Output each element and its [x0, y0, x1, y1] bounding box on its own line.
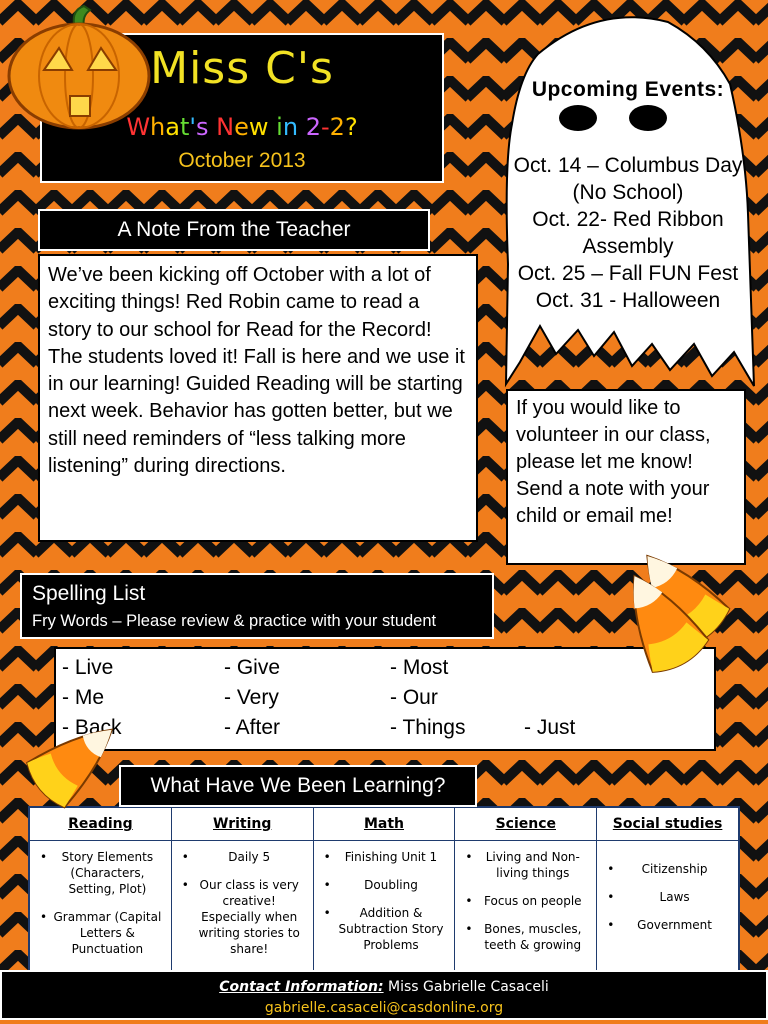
learning-item: • Our class is very creative! Especially when writing stories to share!: [182, 877, 307, 957]
subtitle-letter: w: [248, 113, 269, 141]
spelling-word: - Back: [62, 716, 122, 739]
learning-table: [28, 806, 740, 974]
learning-column-social-studies: [597, 808, 738, 972]
subtitle-letter: N: [216, 113, 235, 141]
spelling-word: - Live: [62, 656, 114, 679]
volunteer-note: If you would like to volunteer in our class, please let me know! Send a note with your child or email me!: [506, 389, 746, 565]
learning-column-math: [314, 808, 456, 972]
column-header: Reading: [30, 808, 171, 841]
learning-item: • Government: [607, 917, 732, 933]
subtitle-letter: ': [189, 113, 197, 141]
events-title: Upcoming Events:: [531, 78, 725, 101]
spelling-word: - Give: [224, 656, 281, 679]
newsletter-date: October 2013: [178, 149, 306, 172]
subtitle-letter: h: [150, 113, 166, 141]
learning-item: • Daily 5: [182, 849, 307, 865]
subtitle-letter: t: [179, 113, 190, 141]
column-header: Science: [455, 808, 596, 841]
learning-item: • Bones, muscles, teeth & growing: [465, 921, 590, 953]
pumpkin-icon: [4, 4, 154, 132]
spelling-header: [20, 573, 494, 639]
learning-column-writing: [172, 808, 314, 972]
column-header: Social studies: [597, 808, 738, 841]
subtitle-letter: [209, 113, 217, 141]
learning-heading: What Have We Been Learning?: [119, 765, 477, 807]
spelling-word: - Me: [62, 686, 104, 709]
learning-item: • Story Elements (Characters, Setting, Plot): [40, 849, 165, 897]
learning-column-science: [455, 808, 597, 972]
column-header: Math: [314, 808, 455, 841]
subtitle-letter: [298, 113, 306, 141]
subtitle-letter: 2: [329, 113, 345, 141]
learning-item: • Doubling: [324, 877, 449, 893]
subtitle-letter: [269, 113, 277, 141]
spelling-word: - Our: [390, 686, 438, 709]
subtitle-letter: i: [276, 113, 283, 141]
subtitle-letter: a: [165, 113, 180, 141]
spelling-title: Spelling List: [32, 582, 146, 605]
candy-corn-icon: [0, 704, 130, 834]
subtitle-letter: e: [234, 113, 249, 141]
contact-label: Contact Information:: [219, 979, 384, 995]
note-heading: A Note From the Teacher: [38, 209, 430, 251]
event-item: Oct. 25 – Fall FUN Fest: [517, 262, 739, 285]
event-item: Oct. 22- Red Ribbon Assembly: [532, 208, 724, 258]
spelling-word: - Just: [524, 716, 576, 739]
learning-item: • Living and Non-living things: [465, 849, 590, 881]
event-item: Oct. 31 - Halloween: [535, 289, 721, 312]
learning-item: • Addition & Subtraction Story Problems: [324, 905, 449, 953]
upcoming-events: [508, 78, 748, 314]
subtitle-letter: W: [126, 113, 151, 141]
subtitle-letter: -: [320, 113, 330, 141]
contact-name: Miss Gabrielle Casaceli: [388, 979, 549, 995]
learning-item: • Citizenship: [607, 861, 732, 877]
learning-item: • Grammar (Capital Letters & Punctuation: [40, 909, 165, 957]
event-item: Oct. 14 – Columbus Day (No School): [513, 154, 743, 204]
spelling-word: - Things: [390, 716, 466, 739]
candy-corn-icon: [608, 538, 768, 678]
subtitle-letter: 2: [305, 113, 321, 141]
subtitle-letter: ?: [344, 113, 358, 141]
spelling-word: - After: [224, 716, 281, 739]
learning-item: • Laws: [607, 889, 732, 905]
subtitle-letter: n: [282, 113, 299, 141]
contact-footer: [0, 970, 768, 1020]
spelling-word: - Most: [390, 656, 449, 679]
subtitle-letter: s: [196, 113, 209, 141]
learning-item: • Finishing Unit 1: [324, 849, 449, 865]
column-header: Writing: [172, 808, 313, 841]
contact-email[interactable]: gabrielle.casaceli@casdonline.org: [264, 1000, 504, 1016]
learning-item: • Focus on people: [465, 893, 590, 909]
newsletter-title: Miss C's: [150, 43, 334, 94]
spelling-subtitle: Fry Words – Please review & practice with your student: [32, 612, 437, 630]
spelling-word: - Very: [224, 686, 279, 709]
note-body: We’ve been kicking off October with a lot of exciting things! Red Robin came to read a story to our school for Read for the Record! The students loved it! Fall is here and we use it in our learning! Guided Reading will be starting next week. Behavior has gotten better, but we still need reminders of “less talking more listening” during directions.: [38, 254, 478, 542]
